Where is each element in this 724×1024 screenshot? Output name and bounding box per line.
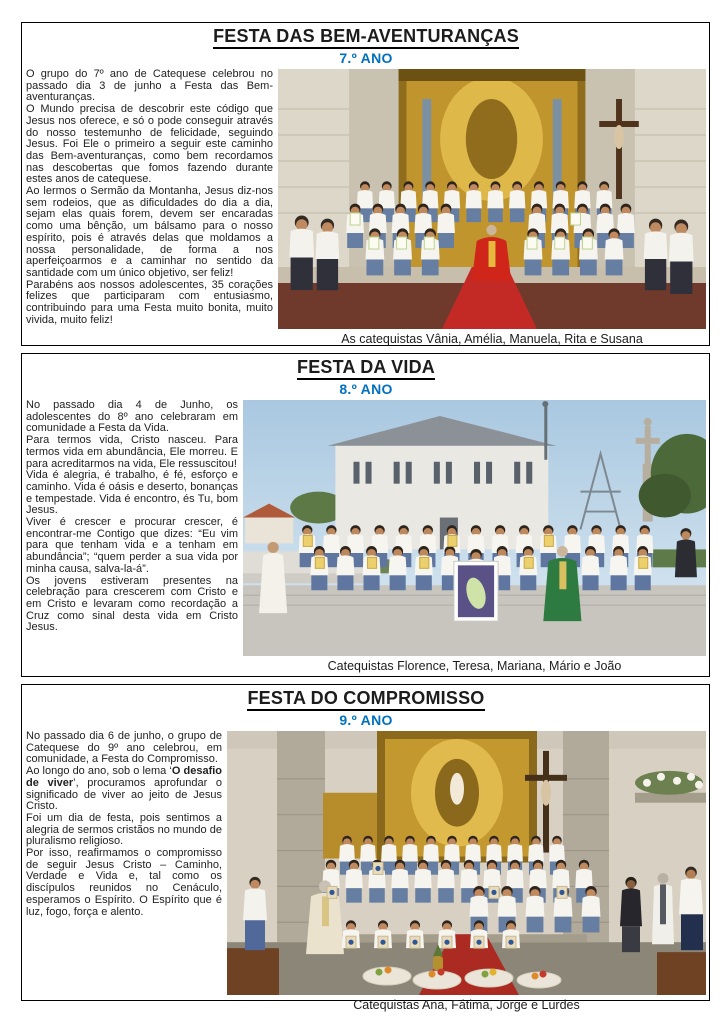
section-festa-bem-aventurancas <box>21 22 710 346</box>
body-paragraph: Os jovens estiveram presentes na celebração para crescerem com Cristo e em Cristo e levaram como recordação a Cruz como sinal desta vida em Cristo Jesus. <box>26 574 238 634</box>
photo-church-red-vestments <box>278 69 706 329</box>
lema-bold-text: O desafio de viver <box>26 765 223 789</box>
section-body-text <box>26 731 222 918</box>
section-year: 8.º ANO <box>339 381 393 397</box>
body-paragraph: O Mundo precisa de descobrir este código que Jesus nos oferece, e só o pode conseguir através do nosso testemunho de felicidade, seguindo Jesus. Foi Ele o primeiro a seguir este caminho das Bem-aventuranças, como bem recordamos nas descobertas que fomos fazendo durante estes anos de catequese. <box>26 103 273 186</box>
body-paragraph: Ao lermos o Sermão da Montanha, Jesus diz-nos sem rodeios, que as dificuldades do dia a dia, sejam elas quais forem, devem ser encaradas como uma bênção, um bálsamo para o nosso espírito, pois é através delas que moldamos a nossa personalidade, de forma a nos aperfeiçoarmos e a caminhar no sentido da santidade com um único objetivo, ser feliz! <box>26 185 273 279</box>
section-title: FESTA DAS BEM-AVENTURANÇAS <box>26 26 706 47</box>
section-festa-do-compromisso <box>21 684 710 1012</box>
section-title: FESTA DA VIDA <box>26 357 706 378</box>
section-title: FESTA DO COMPROMISSO <box>26 688 706 709</box>
section-photo-figure <box>278 69 706 346</box>
body-paragraph: Vida é alegria, é trabalho, é fé, esforço e caminho. Vida é oásis e deserto, bonanças e tempestade. Vida é encontro, és Tu, bom Jesus. <box>26 469 238 517</box>
photo-caption: Catequistas Florence, Teresa, Mariana, Mário e João <box>327 659 622 673</box>
photo-outdoor-green-vestments <box>243 400 706 656</box>
photo-church-cream-vestments <box>227 731 706 995</box>
photo-caption: Catequistas Ana, Fátima, Jorge e Lurdes <box>353 998 580 1012</box>
section-festa-da-vida <box>21 353 710 677</box>
body-paragraph: No passado dia 4 de Junho, os adolescentes do 8º ano celebraram em comunidade a Festa da Vida. <box>26 399 238 435</box>
body-paragraph: Para termos vida, Cristo nasceu. Para termos vida em abundância, Ele morreu. E para acreditarmos na vida, Ele ressuscitou! <box>26 434 238 470</box>
section-year: 9.º ANO <box>339 712 393 728</box>
body-paragraph: O grupo do 7º ano de Catequese celebrou no passado dia 3 de junho a Festa das Bem-aventuranças. <box>26 68 273 104</box>
body-paragraph: Ao longo do ano, sob o lema ‘O desafio de viver’, procuramos aprofundar o significado de viver ao jeito de Jesus Cristo. <box>26 765 223 813</box>
section-photo-figure <box>243 400 706 673</box>
body-paragraph: Por isso, reafirmamos o compromisso de seguir Jesus Cristo – Caminho, Verdade e Vida e, tal como os discípulos reunidos no Cenáculo, esperamos o Espírito. O Espírito que é luz, fogo, força e alento. <box>26 847 222 918</box>
body-paragraph: Foi um dia de festa, pois sentimos a alegria de sermos cristãos no mundo de pluralismo religioso. <box>26 811 222 848</box>
photo-caption: As catequistas Vânia, Amélia, Manuela, Rita e Susana <box>341 332 643 346</box>
section-photo-figure <box>227 731 706 1012</box>
body-paragraph: Viver é crescer e procurar crescer, é encontrar-me Contigo que dizes: “Eu vim para que tenham vida e a tenham em abundância”; “quem perder a sua vida por minha causa, salva-la-á”. <box>26 516 238 575</box>
body-paragraph: Parabéns aos nossos adolescentes, 35 corações felizes que participaram com entusiasmo, contribuindo para uma Festa muito bonita, muito vivida, muito feliz! <box>26 278 273 326</box>
section-body-text <box>26 69 273 326</box>
section-year: 7.º ANO <box>339 50 393 66</box>
section-body-text <box>26 400 238 634</box>
body-paragraph: No passado dia 6 de junho, o grupo de Catequese do 9º ano celebrou, em comunidade, a Festa do Compromisso. <box>26 730 222 766</box>
